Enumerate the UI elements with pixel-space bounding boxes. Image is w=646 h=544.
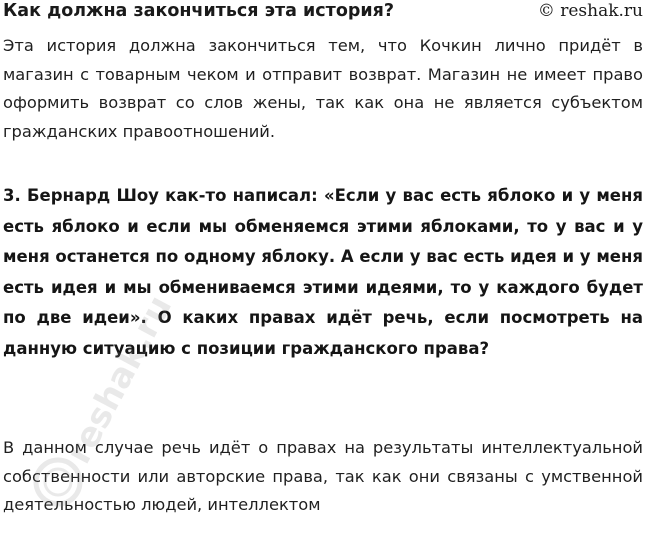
answer-paragraph-1: Эта история должна закончиться тем, что Кочкин лично придёт в магазин с товарным чеком и отправит возврат. Магазин не имеет право оформить возврат со слов жены, так как она не является субъектом гражданских правоотношений. <box>3 36 643 141</box>
svg-text:reshak.ru: reshak.ru <box>58 289 181 471</box>
header <box>3 0 643 24</box>
answer-paragraph-3: В данном случае речь идёт о правах на результаты интеллектуальной собственности или авторские права, так как они связаны с умственной деятельностью людей, интеллектом <box>3 438 643 514</box>
question-3: 3. Бернард Шоу как-то написал: «Если у вас есть яблоко и у меня есть яблоко и если мы обменяемся этими яблоками, то у вас и у меня останется по одному яблоку. А если у вас есть идея и у меня есть идея и мы обмениваемся этими идеями, то у каждого будет по две идеи». О каких правах идёт речь, если посмотреть на данную ситуацию с позиции гражданского права? <box>3 186 643 358</box>
site-copyright: © reshak.ru <box>537 1 643 21</box>
question-heading: Как должна закончиться эта история? <box>3 1 395 21</box>
